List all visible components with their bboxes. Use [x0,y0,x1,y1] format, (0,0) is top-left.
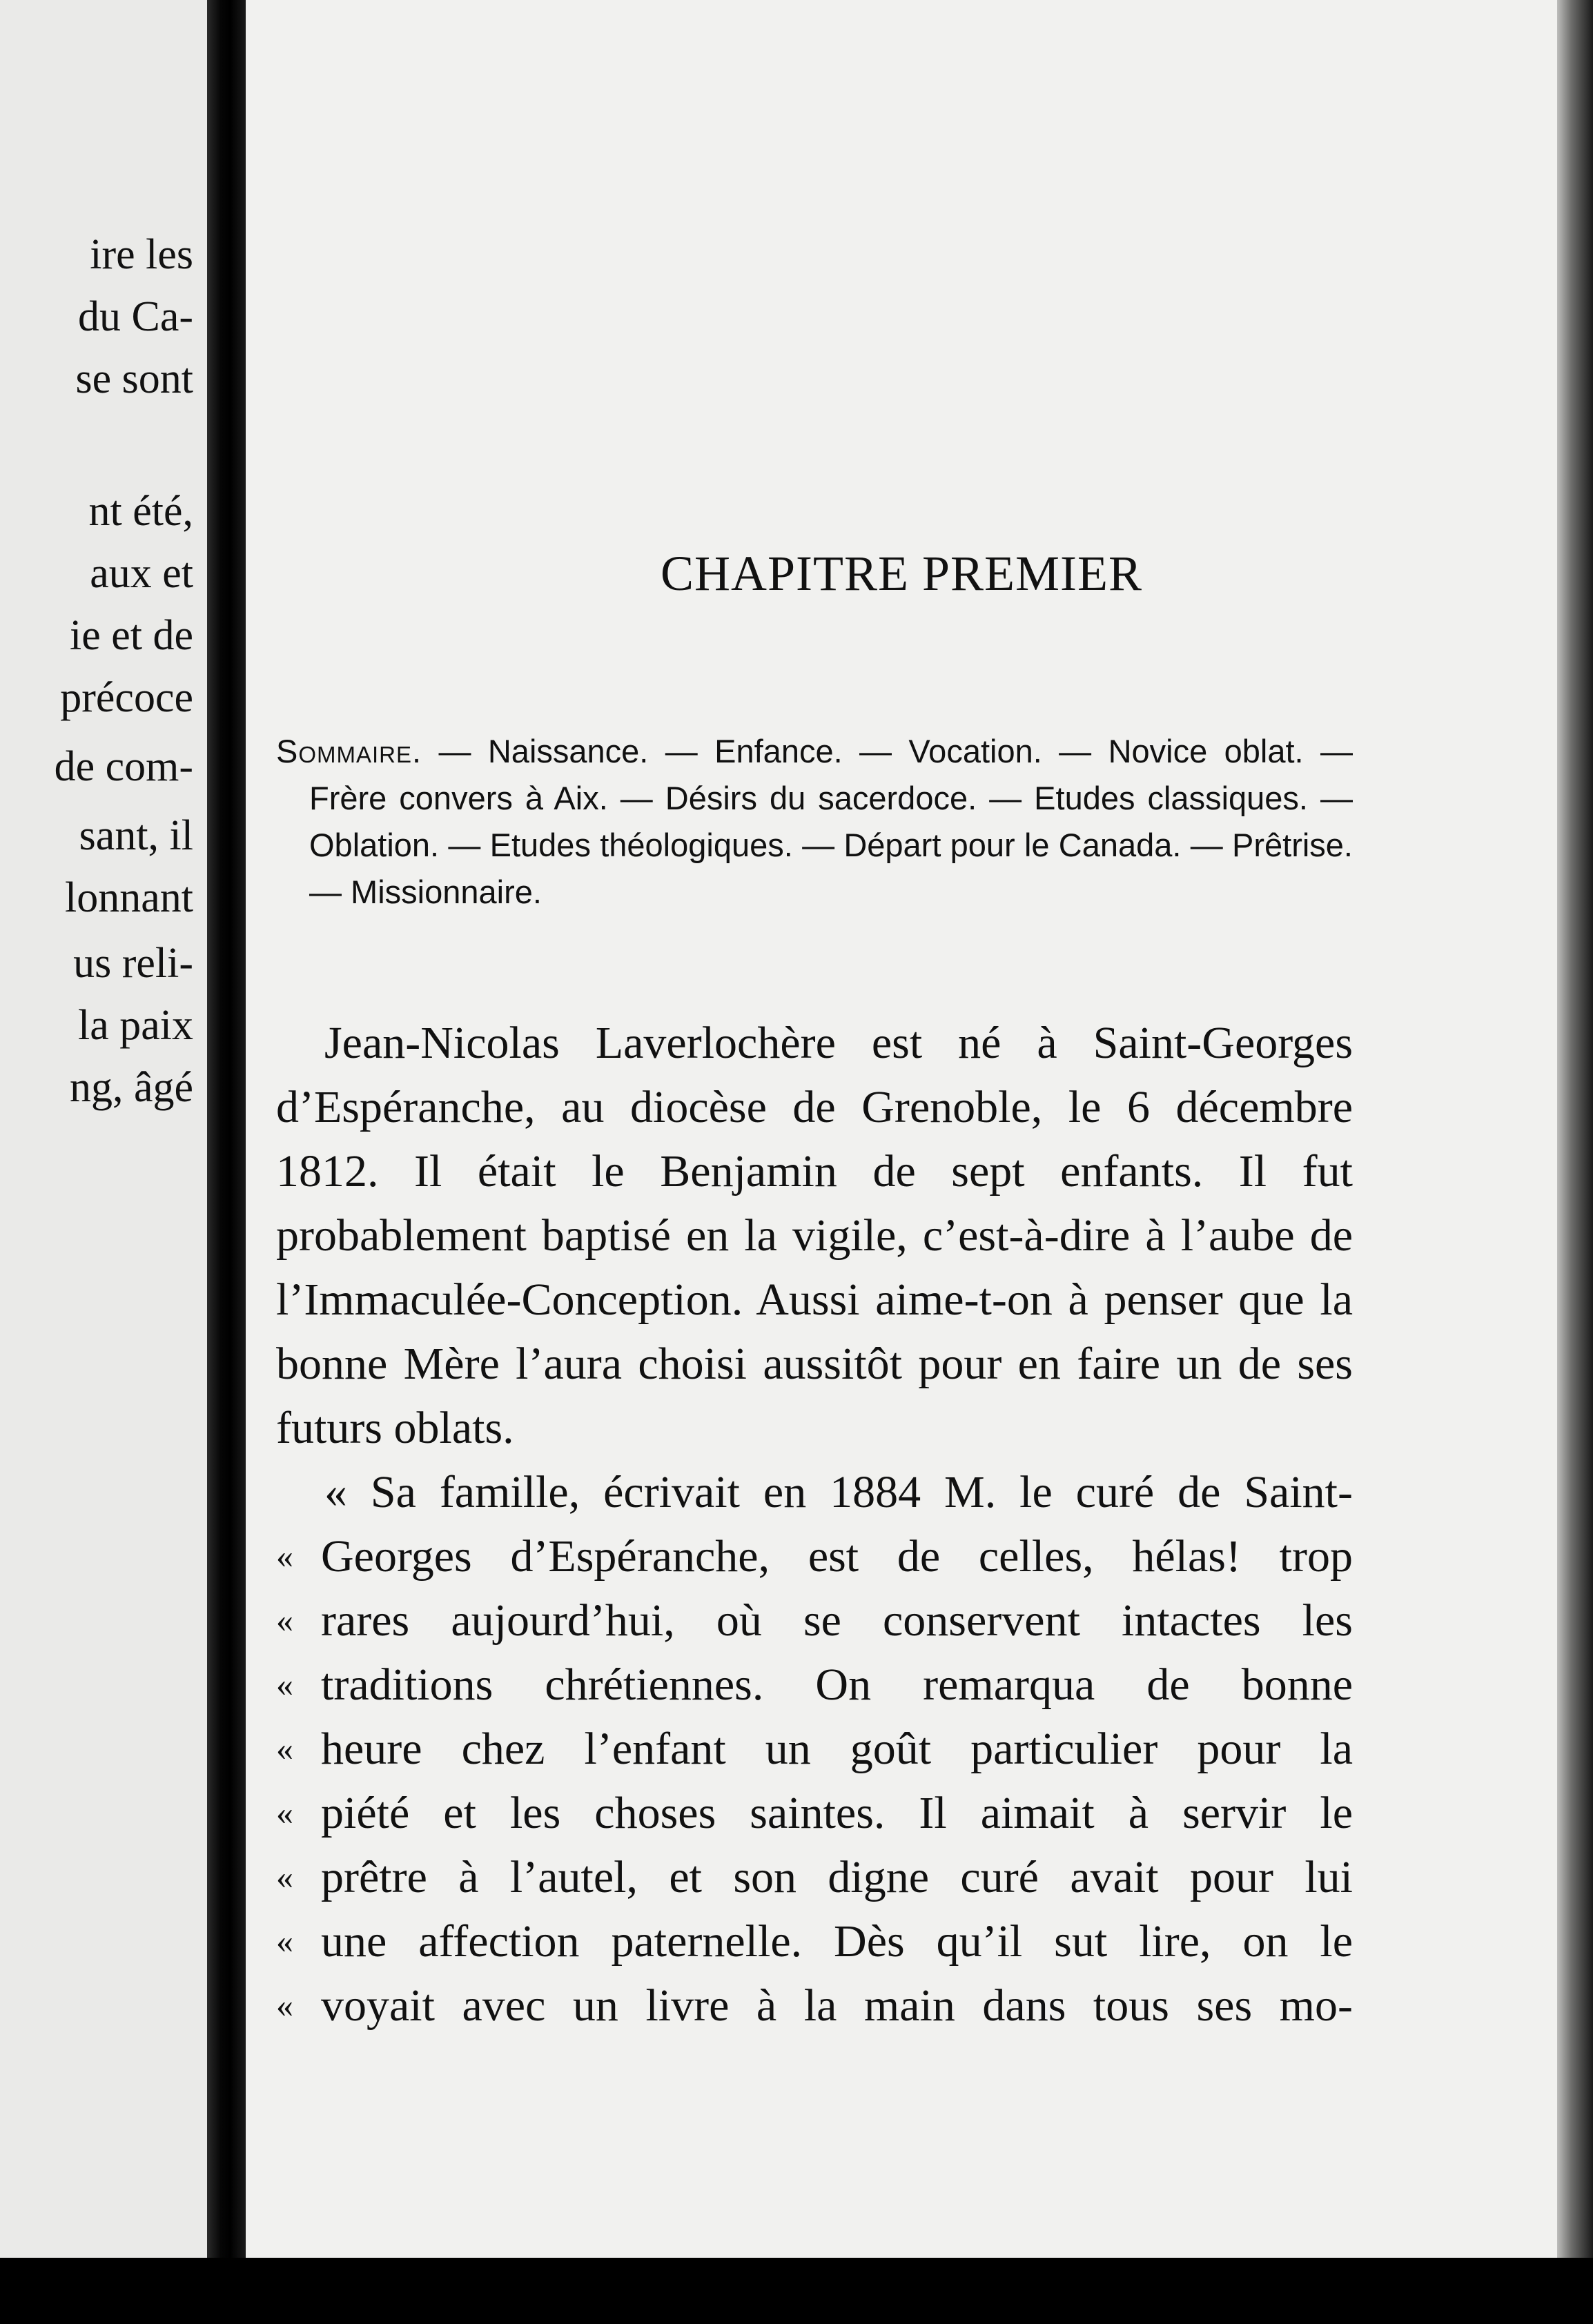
left-page-line: du Ca- [77,293,193,340]
quote-mark: « [276,1793,293,1832]
left-facing-page-fragment [0,0,207,2324]
quote-line-text: prêtre à l’autel, et son digne curé avait pour lui [321,1852,1353,1902]
quote-line [276,1717,1353,1781]
left-page-line: ng, âgé [69,1064,193,1111]
left-page-line: ire les [90,231,193,278]
left-page-line: us reli- [73,940,193,987]
quote-line [276,1653,1353,1717]
quote-line [276,1973,1353,2038]
left-page-line: de com- [54,743,193,790]
left-page-line: se sont [75,355,193,402]
quote-line [276,1588,1353,1653]
quote-mark: « [276,1729,293,1768]
quote-line [276,1524,1353,1588]
book-gutter [207,0,246,2324]
quote-line [276,1845,1353,1909]
quote-mark: « [276,1665,293,1704]
left-page-line: nt été, [88,488,193,535]
quote-mark: « [276,1858,293,1896]
chapter-title: CHAPITRE PREMIER [660,546,1143,601]
quote-line-text: voyait avec un livre à la main dans tous ses mo- [321,1980,1353,2031]
chapter-summary [276,728,1353,916]
left-page-line: aux et [90,550,193,597]
quote-line-text: Georges d’Espéranche, est de celles, hélas! trop [321,1531,1353,1582]
paragraph: Jean-Nicolas Laverlochère est né à Saint-Georges d’Espéranche, au diocèse de Grenoble, le 6 décembre 1812. Il était le Benjamin de sept enfants. Il fut probablement baptisé en la vigile, c’est-à-dire à l’aube de l’Immaculée-Conception. Aussi aime-t-on à penser que la bonne Mère l’aura choisi aussitôt pour en faire un de ses futurs oblats. [276,1018,1353,1453]
left-page-line: lonnant [65,874,193,921]
left-page-line: sant, il [79,812,193,859]
quote-line: « Sa famille, écrivait en 1884 M. le curé de Saint- [324,1467,1353,1517]
summary-text: — Naissance. — Enfance. — Vocation. — Novice oblat. — Frère convers à Aix. — Désirs du sacerdoce. — Etudes classiques. — Oblation. — Etudes théologiques. — Départ pour le Canada. — Prêtrise. — Missionnaire. [309,733,1353,910]
left-page-line: ie et de [69,612,193,659]
left-page-line: la paix [78,1002,193,1049]
quote-mark: « [276,1601,293,1639]
page-edge-shadow [1557,0,1593,2324]
quote-line [276,1781,1353,1845]
quote-line-text: traditions chrétiennes. On remarqua de bonne [321,1660,1353,1710]
quote-line-text: heure chez l’enfant un goût particulier pour la [321,1724,1353,1774]
quote-line [276,1909,1353,1973]
scan-bottom-border [0,2258,1593,2324]
left-page-line: précoce [60,674,193,721]
quote-line-text: rares aujourd’hui, où se conservent intactes les [321,1595,1353,1646]
summary-block [276,728,1353,916]
quote-mark: « [276,1537,293,1575]
body-text [276,1011,1353,2038]
quote-line-text: une affection paternelle. Dès qu’il sut lire, on le [321,1916,1353,1967]
quote-mark: « [276,1986,293,2025]
summary-label: Sommaire. [276,733,422,769]
quote-mark: « [276,1922,293,1960]
quote-line-text: piété et les choses saintes. Il aimait à servir le [321,1788,1353,1838]
